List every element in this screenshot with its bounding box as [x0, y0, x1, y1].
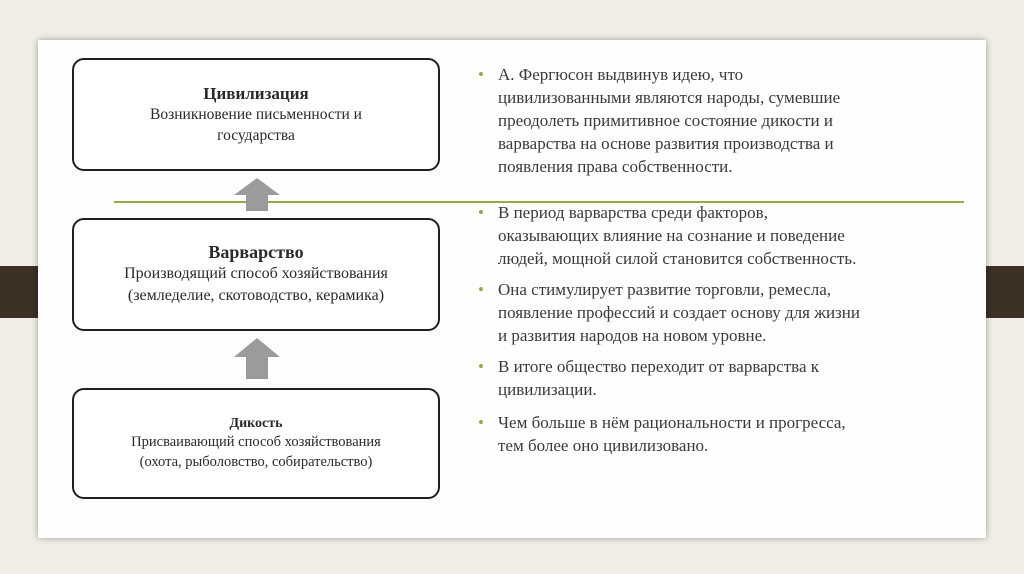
stage-description-line: (охота, рыболовство, собирательство)	[139, 453, 373, 470]
stage-title: Цивилизация	[203, 83, 309, 103]
bullet-item	[476, 355, 976, 401]
stage-description	[150, 104, 362, 146]
stage-box-barbarism	[72, 218, 440, 331]
bullet-line: цивилизации.	[498, 380, 597, 399]
bullet-line: и развития народов на новом уровне.	[498, 326, 767, 345]
bullet-item	[476, 278, 976, 347]
stage-box-savagery	[72, 388, 440, 499]
bullet-line: цивилизованными являются народы, сумевшие	[498, 88, 841, 107]
stage-description-line: Возникновение письменности и	[150, 105, 362, 123]
stage-title: Дикость	[229, 415, 283, 431]
stage-description	[124, 263, 388, 307]
stage-description-line: Производящий способ хозяйствования	[124, 265, 388, 282]
bullet-line: людей, мощной силой становится собственность.	[498, 249, 857, 268]
up-arrow-icon	[232, 176, 282, 212]
bullet-item	[476, 201, 976, 270]
stage-title: Варварство	[208, 242, 304, 262]
bullet-line: тем более оно цивилизовано.	[498, 436, 709, 455]
bullet-item	[476, 411, 976, 457]
bullet-line: • А. Фергюсон выдвинув идею, что	[498, 65, 744, 84]
bullet-line: • В период варварства среди факторов,	[498, 203, 768, 222]
bullet-line: оказывающих влияние на сознание и поведение	[498, 226, 845, 245]
bullet-line: появление профессий и создает основу для жизни	[498, 303, 860, 322]
bullet-line: преодолеть примитивное состояние дикости и	[498, 111, 833, 130]
bullet-line: • Она стимулирует развитие торговли, ремесла,	[498, 280, 832, 299]
stage-box-civilization	[72, 58, 440, 171]
bullet-line: • В итоге общество переходит от варварства к	[498, 357, 820, 376]
bullet-line: • Чем больше в нём рациональности и прогресса,	[498, 413, 846, 432]
bullet-line: появления права собственности.	[498, 157, 733, 176]
up-arrow-icon	[232, 336, 282, 380]
bullet-item	[476, 63, 976, 178]
bullet-line: варварства на основе развития производства и	[498, 134, 834, 153]
stage-description-line: (земледелие, скотоводство, керамика)	[127, 287, 385, 304]
stage-description-line: Присваивающий способ хозяйствования	[131, 433, 381, 450]
stage-description-line: государства	[217, 126, 295, 144]
stage-description	[131, 432, 381, 472]
left-decor-bar	[0, 266, 38, 318]
bullet-list	[476, 63, 976, 457]
